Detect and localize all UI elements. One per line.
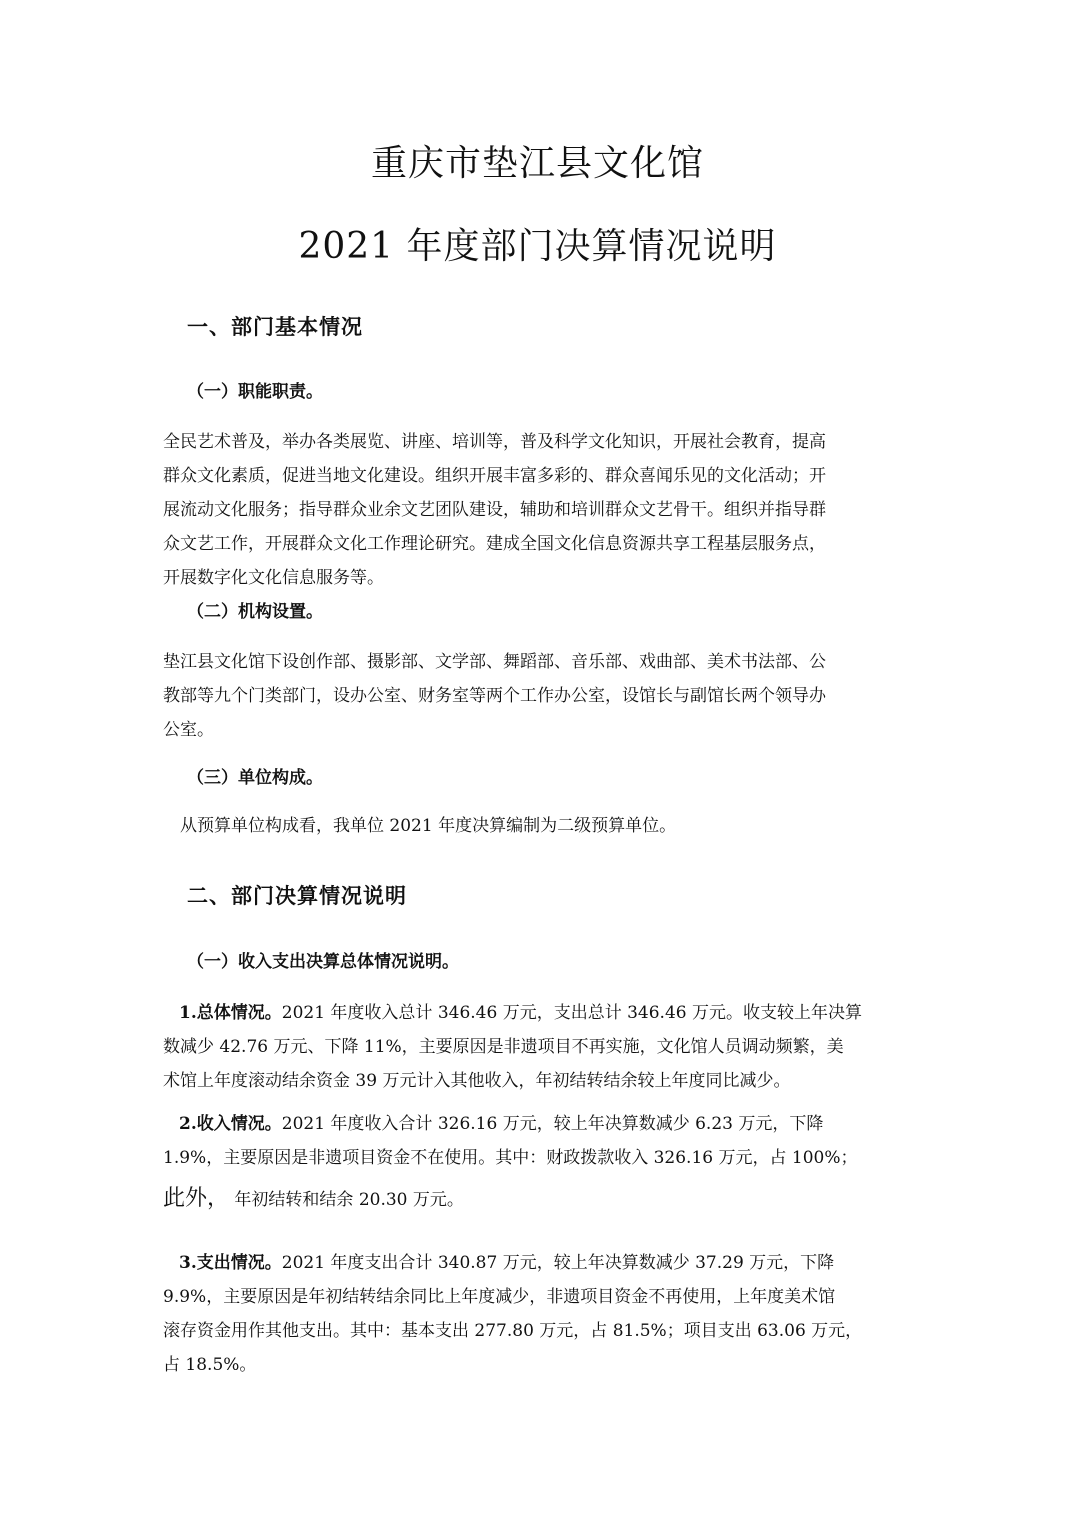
text-span: 2021 年度收入合计 326.16 万元，较上年决算数减少 6.23 万元，下降 <box>281 1114 824 1134</box>
text-span: 此外， <box>163 1186 230 1211</box>
document-subtitle: 2021 年度部门决算情况说明 <box>298 226 777 267</box>
income-paragraph <box>163 1107 913 1219</box>
text-line: 1.9%，主要原因是非遗项目资金不在使用。其中：财政拨款收入 326.16 万元，占 100%； <box>163 1148 858 1168</box>
text-line: 9.9%，主要原因是年初结转结余同比上年度减少，非遗项目资金不再使用，上年度美术馆 <box>163 1287 836 1307</box>
lead-label: 2.收入情况。 <box>179 1114 282 1134</box>
section2-heading: 二、部门决算情况说明 <box>187 883 407 908</box>
text-line: 垫江县文化馆下设创作部、摄影部、文学部、舞蹈部、音乐部、戏曲部、美术书法部、公 <box>163 652 826 672</box>
structure-paragraph <box>163 645 913 747</box>
composition-paragraph <box>180 809 930 843</box>
section1-sub2-heading: （二）机构设置。 <box>187 602 323 622</box>
text-span: 2021 年度收入总计 346.46 万元，支出总计 346.46 万元。收支较上年决算 <box>281 1003 862 1023</box>
text-line: 教部等九个门类部门，设办公室、财务室等两个工作办公室，设馆长与副馆长两个领导办 <box>163 686 826 706</box>
document-title: 重庆市垫江县文化馆 <box>370 143 704 184</box>
text-line: 众文艺工作，开展群众文化工作理论研究。建成全国文化信息资源共享工程基层服务点， <box>163 534 826 554</box>
lead-label: 1.总体情况。 <box>179 1003 282 1023</box>
text-line: 滚存资金用作其他支出。其中：基本支出 277.80 万元，占 81.5%；项目支出 63.06 万元， <box>163 1321 863 1341</box>
text-line: 群众文化素质，促进当地文化建设。组织开展丰富多彩的、群众喜闻乐见的文化活动；开 <box>163 466 826 486</box>
section1-sub3-heading: （三）单位构成。 <box>187 768 323 788</box>
duties-paragraph <box>163 425 913 595</box>
text-line: 占 18.5%。 <box>163 1355 257 1375</box>
lead-label: 3.支出情况。 <box>179 1253 282 1273</box>
text-line: 开展数字化文化信息服务等。 <box>163 568 384 588</box>
text-line: 数减少 42.76 万元、下降 11%，主要原因是非遗项目不再实施，文化馆人员调动频繁，美 <box>163 1037 844 1057</box>
expenditure-paragraph <box>163 1246 913 1382</box>
text-line: 公室。 <box>163 720 214 740</box>
text-line: 从预算单位构成看，我单位 2021 年度决算编制为二级预算单位。 <box>180 816 677 836</box>
text-span: 2021 年度支出合计 340.87 万元，较上年决算数减少 37.29 万元，下降 <box>281 1253 835 1273</box>
text-line <box>163 996 913 1030</box>
overall-paragraph <box>163 996 913 1098</box>
text-line: 术馆上年度滚动结余资金 39 万元计入其他收入，年初结转结余较上年度同比减少。 <box>163 1071 791 1091</box>
text-line <box>163 1179 913 1219</box>
section1-heading: 一、部门基本情况 <box>187 314 363 339</box>
text-line: 全民艺术普及，举办各类展览、讲座、培训等，普及科学文化知识，开展社会教育，提高 <box>163 432 826 452</box>
text-span: 年初结转和结余 20.30 万元。 <box>229 1190 464 1210</box>
text-line: 展流动文化服务；指导群众业余文艺团队建设，辅助和培训群众文艺骨干。组织并指导群 <box>163 500 826 520</box>
section1-sub1-heading: （一）职能职责。 <box>187 382 323 402</box>
section2-sub1-heading: （一）收入支出决算总体情况说明。 <box>187 952 459 972</box>
text-line <box>163 1246 913 1280</box>
text-line <box>163 1107 913 1141</box>
